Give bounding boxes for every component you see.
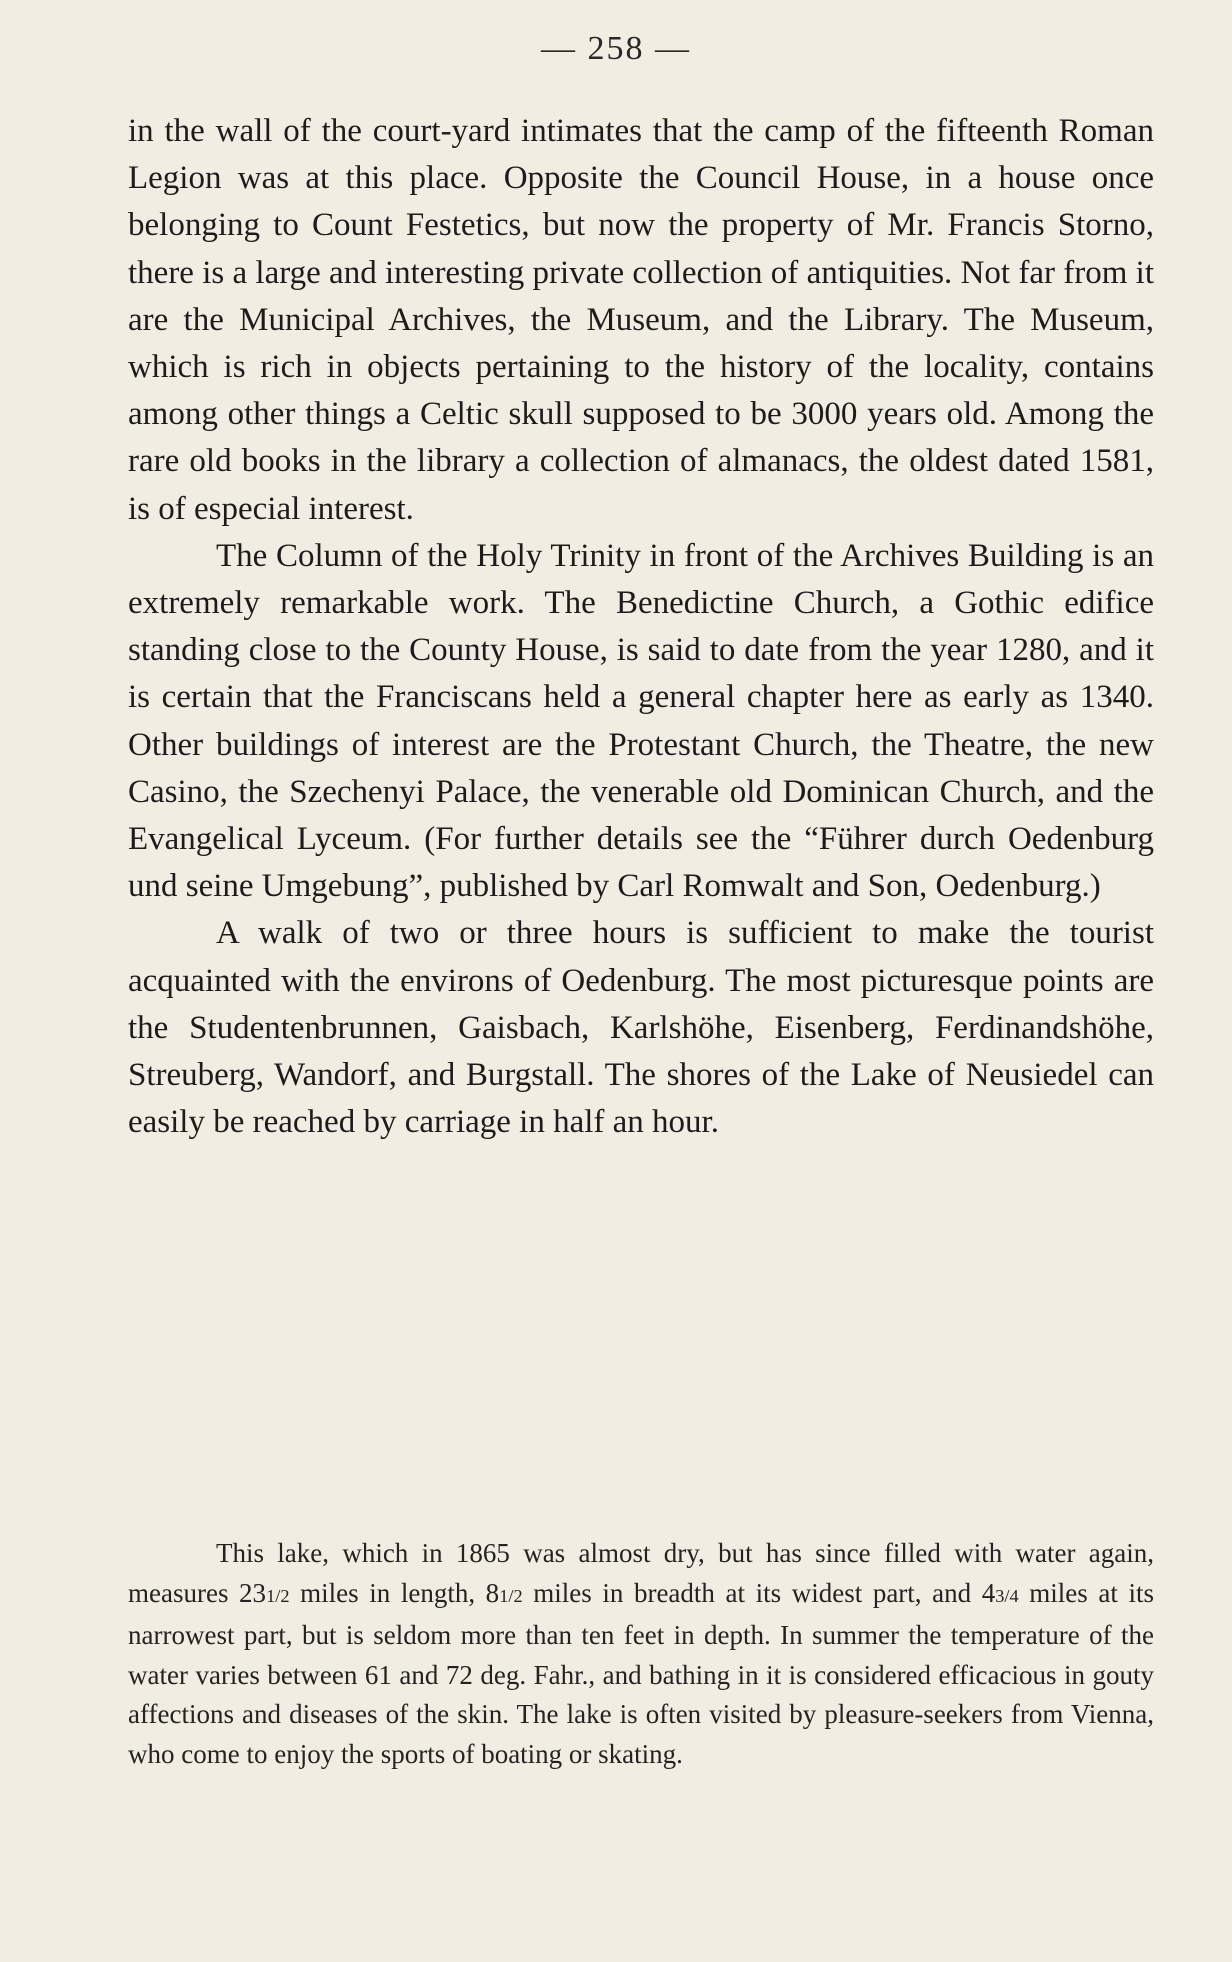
paragraph-1: in the wall of the court-yard intimates that the camp of the fifteenth Roman Legion was at this place. Opposite the Council House, in a house once belonging to Count Festetics, but now the property of Mr. Francis Storno, there is a large and interesting private collection of antiquities. Not far from it are the Municipal Archives, the Museum, and the Library. The Museum, which is rich in objects pertaining to the history of the locality, contains among other things a Celtic skull supposed to be 3000 years old. Among the rare old books in the library a collection of almanacs, the oldest dated 1581, is of especial interest.: [128, 113, 1154, 527]
footnote-text-3: miles in breadth at its widest part, and 4: [522, 1577, 996, 1608]
footnote-text-2: miles in length, 8: [289, 1577, 500, 1608]
footnote-fraction-length: 1/2: [266, 1585, 290, 1606]
paragraph-3: A walk of two or three hours is sufficient to make the tourist acquainted with the environs of Oedenburg. The most picturesque points are the Studentenbrunnen, Gaisbach, Karlshöhe, Eisenberg, Ferdinandshöhe, Streuberg, Wandorf, and Burgstall. The shores of the Lake of Neusiedel can easily be reached by carriage in half an hour.: [128, 915, 1154, 1141]
footnote-fraction-narrowest: 3/4: [995, 1585, 1019, 1606]
page-number: — 258 —: [541, 30, 691, 67]
footnote-text-4: miles at its narrowest part, but is seldom more than ten feet in depth. In summer the temperature of the water varies between 61 and 72 deg. Fahr., and bathing in it is considered efficacious in gouty affections and diseases of the skin. The lake is often visited by pleasure-seekers from Vienna, who come to enjoy the sports of boating or skating.: [128, 1577, 1155, 1769]
footnote-lake: [128, 1534, 1154, 1774]
footnote-text-1: This lake, which in 1865 was almost dry, but has since filled with water again, measures 23: [128, 1538, 1154, 1608]
footnote-fraction-breadth: 1/2: [499, 1585, 523, 1606]
paragraph-2: The Column of the Holy Trinity in front of the Archives Building is an extremely remarkable work. The Benedictine Church, a Gothic edifice standing close to the County House, is said to date from the year 1280, and it is certain that the Franciscans held a general chapter here as early as 1340. Other buildings of interest are the Protestant Church, the Theatre, the new Casino, the Szechenyi Palace, the venerable old Dominican Church, and the Evangelical Lyceum. (For further details see the “Führer durch Oedenburg und seine Umgebung”, published by Carl Romwalt and Son, Oedenburg.): [128, 537, 1154, 905]
main-text: [128, 108, 1154, 1146]
